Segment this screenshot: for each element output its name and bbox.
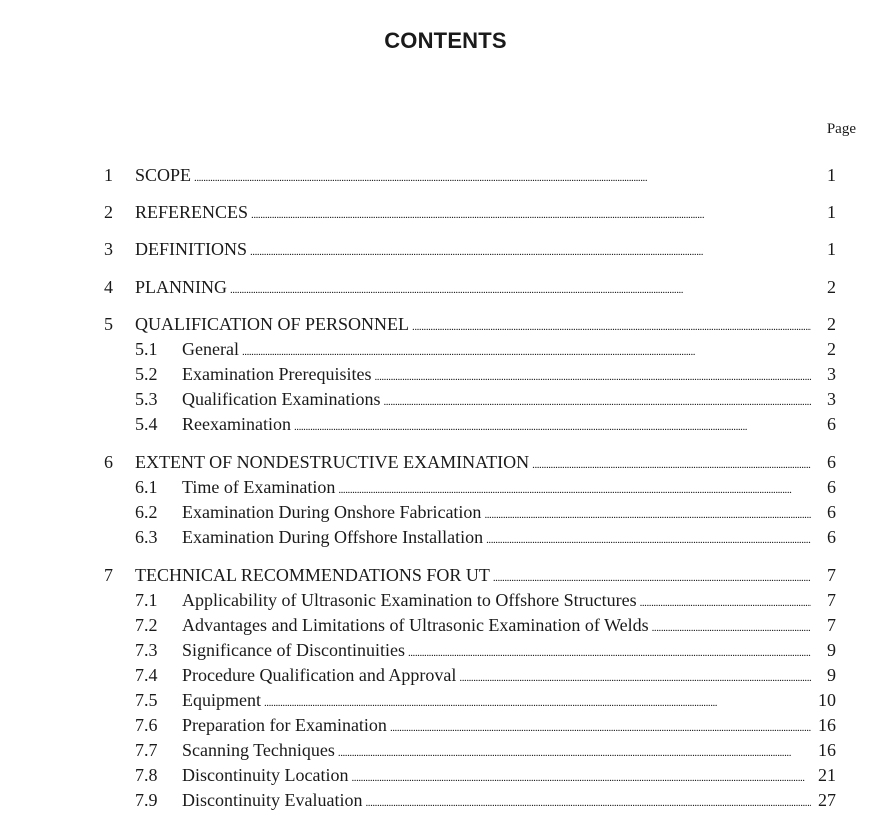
dot-leader [532, 451, 811, 473]
toc-entry-number: 6.3 [135, 527, 158, 547]
dot-leader [365, 789, 811, 811]
dot-leader [251, 201, 811, 223]
toc-entry-page: 2 [827, 277, 836, 297]
toc-entry-number: 7.9 [135, 790, 158, 810]
toc-entry [135, 501, 836, 523]
toc-entry-page: 6 [827, 527, 836, 547]
toc-entry-title: SCOPE [135, 165, 192, 185]
toc-entry-title: Applicability of Ultrasonic Examination to Offshore Structures [182, 590, 637, 610]
toc-entry-title: Advantages and Limitations of Ultrasonic Examination of Welds [182, 615, 649, 635]
toc-entry [104, 564, 836, 586]
toc-entry-number: 7.8 [135, 765, 158, 785]
toc-entry-page: 16 [818, 740, 836, 760]
dot-leader [338, 739, 811, 761]
toc-entry-page: 2 [827, 339, 836, 359]
dot-leader [194, 164, 811, 186]
toc-entry [104, 164, 836, 186]
toc-entry-page: 16 [818, 715, 836, 735]
toc-entry-title: Preparation for Examination [182, 715, 387, 735]
toc-entry-number: 7.4 [135, 665, 158, 685]
toc-entry-title: Reexamination [182, 414, 291, 434]
toc-entry [135, 764, 836, 786]
toc-entry [104, 201, 836, 223]
toc-entry-page: 2 [827, 314, 836, 334]
toc-entry-number: 2 [104, 202, 113, 222]
toc-entry-title: DEFINITIONS [135, 239, 247, 259]
toc-entry [135, 526, 836, 548]
toc-entry-page: 7 [827, 565, 836, 585]
dot-leader [408, 639, 811, 661]
toc-entry-title: Significance of Discontinuities [182, 640, 405, 660]
toc-entry [135, 714, 836, 736]
toc-entry-title: Examination During Offshore Installation [182, 527, 484, 547]
toc-entry-page: 9 [827, 665, 836, 685]
dot-leader [484, 501, 811, 523]
toc-entry-page: 7 [827, 590, 836, 610]
toc-entry [135, 363, 836, 385]
toc-entry [135, 338, 836, 360]
toc-entry-number: 7.2 [135, 615, 158, 635]
toc-entry-title: General [182, 339, 239, 359]
toc-entry [135, 664, 836, 686]
toc-entry-number: 5.3 [135, 389, 158, 409]
toc-entry-title: Examination Prerequisites [182, 364, 372, 384]
toc-entry-page: 1 [827, 202, 836, 222]
toc-entry-number: 7.1 [135, 590, 158, 610]
toc-entry-number: 7.6 [135, 715, 158, 735]
dot-leader [264, 689, 811, 711]
toc-entry-number: 6.2 [135, 502, 158, 522]
toc-entry-number: 5.1 [135, 339, 158, 359]
toc-entry-title: EXTENT OF NONDESTRUCTIVE EXAMINATION [135, 452, 530, 472]
toc-entry-page: 6 [827, 477, 836, 497]
toc-entry-title: Scanning Techniques [182, 740, 335, 760]
dot-leader [459, 664, 811, 686]
toc-entry-title: Procedure Qualification and Approval [182, 665, 457, 685]
toc-entry [135, 388, 836, 410]
toc-entry-title: TECHNICAL RECOMMENDATIONS FOR UT [135, 565, 490, 585]
toc-entry-page: 21 [818, 765, 836, 785]
dot-leader [640, 589, 811, 611]
toc-entry-title: Time of Examination [182, 477, 336, 497]
toc-entry-number: 6.1 [135, 477, 158, 497]
toc-entry-number: 7.7 [135, 740, 158, 760]
toc-entry [104, 276, 836, 298]
toc-entry-page: 3 [827, 389, 836, 409]
toc-entry-number: 3 [104, 239, 113, 259]
dot-leader [351, 764, 811, 786]
toc-entry-page: 1 [827, 165, 836, 185]
toc-entry [135, 614, 836, 636]
toc-entry-number: 5.2 [135, 364, 158, 384]
toc-entry [135, 739, 836, 761]
page-title: CONTENTS [384, 28, 507, 53]
toc-entry-title: QUALIFICATION OF PERSONNEL [135, 314, 410, 334]
toc-entry [104, 313, 836, 335]
dot-leader [486, 526, 811, 548]
dot-leader [242, 338, 811, 360]
toc-entry-title: Equipment [182, 690, 261, 710]
dot-leader [652, 614, 811, 636]
toc-entry-title: Discontinuity Evaluation [182, 790, 363, 810]
toc-entry [135, 639, 836, 661]
toc-entry-number: 4 [104, 277, 113, 297]
toc-entry [135, 789, 836, 811]
toc-entry [135, 589, 836, 611]
toc-entry-page: 7 [827, 615, 836, 635]
toc-entry-title: PLANNING [135, 277, 227, 297]
dot-leader [294, 413, 811, 435]
toc-entry-page: 6 [827, 452, 836, 472]
toc-entry-number: 6 [104, 452, 113, 472]
toc-entry-number: 7.5 [135, 690, 158, 710]
toc-entry-page: 6 [827, 414, 836, 434]
toc-entry-page: 6 [827, 502, 836, 522]
toc-entry-title: Qualification Examinations [182, 389, 381, 409]
toc-entry-number: 1 [104, 165, 113, 185]
toc-entry [135, 413, 836, 435]
toc-entry [135, 689, 836, 711]
toc-entry-number: 5.4 [135, 414, 158, 434]
dot-leader [230, 276, 811, 298]
dot-leader [412, 313, 811, 335]
toc-entry-page: 3 [827, 364, 836, 384]
dot-leader [338, 476, 811, 498]
dot-leader [250, 238, 811, 260]
toc-entry-title: REFERENCES [135, 202, 249, 222]
toc-entry-number: 7 [104, 565, 113, 585]
dot-leader [383, 388, 811, 410]
page-column-label: Page [826, 121, 856, 137]
dot-leader [390, 714, 811, 736]
toc-entry-title: Examination During Onshore Fabrication [182, 502, 482, 522]
toc-entry [104, 451, 836, 473]
toc-entry-page: 9 [827, 640, 836, 660]
toc-entry-title: Discontinuity Location [182, 765, 349, 785]
toc-entry-page: 1 [827, 239, 836, 259]
toc-entry-page: 27 [818, 790, 836, 810]
toc-entry [104, 238, 836, 260]
toc-entry [135, 476, 836, 498]
dot-leader [374, 363, 811, 385]
toc-entry-page: 10 [818, 690, 836, 710]
toc-entry-number: 5 [104, 314, 113, 334]
dot-leader [493, 564, 811, 586]
toc-entry-number: 7.3 [135, 640, 158, 660]
